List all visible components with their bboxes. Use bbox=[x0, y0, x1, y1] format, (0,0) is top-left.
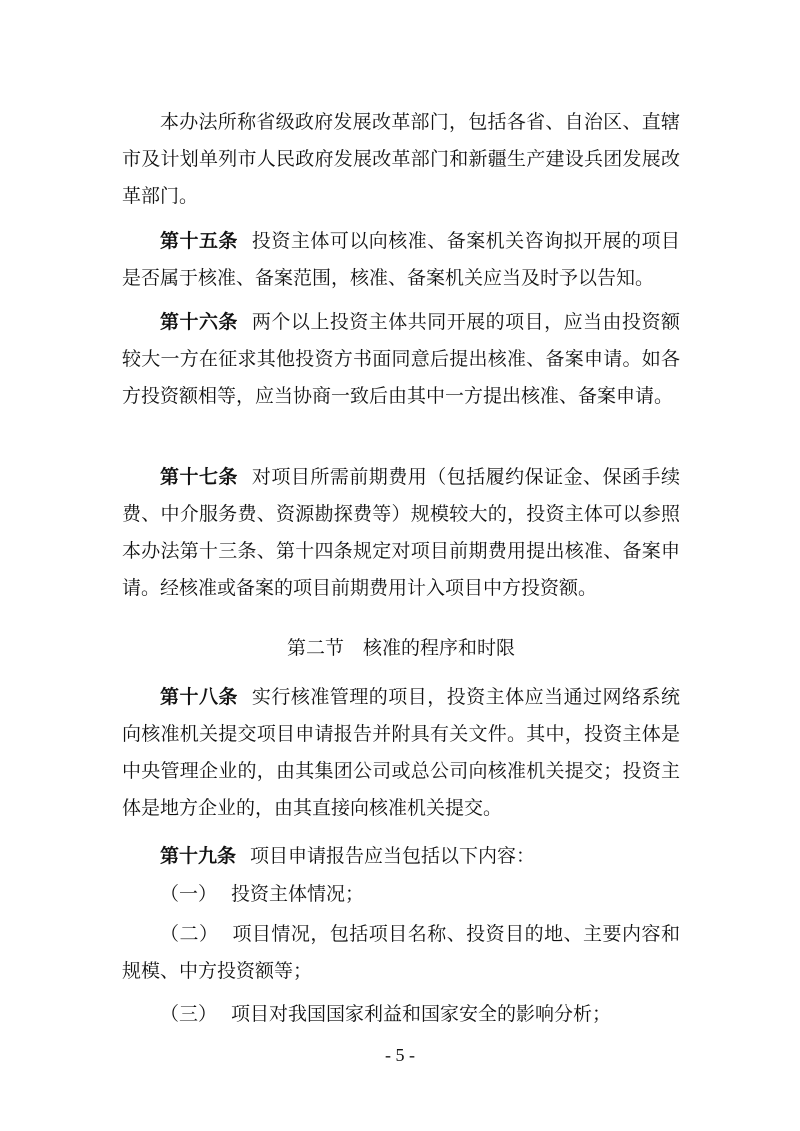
list-item-number: （二） bbox=[160, 923, 219, 945]
article-17 bbox=[122, 459, 680, 607]
article-19-heading: 第十九条 bbox=[160, 845, 237, 867]
paragraph-jurisdiction: 本办法所称省级政府发展改革部门，包括各省、自治区、直辖市及计划单列市人民政府发展改革部门和新疆生产建设兵团发展改革部门。 bbox=[122, 111, 680, 207]
list-item-text: 投资主体情况； bbox=[231, 883, 365, 905]
article-18-heading: 第十八条 bbox=[160, 686, 238, 708]
list-item-text: 项目情况，包括项目名称、投资目的地、主要内容和规模、中方投资额等； bbox=[122, 923, 680, 982]
article-16-text: 两个以上投资主体共同开展的项目，应当由投资额较大一方在征求其他投资方书面同意后提出核准、备案申请。如各方投资额相等，应当协商一致后由其中一方提出核准、备案申请。 bbox=[122, 311, 680, 407]
article-17-heading: 第十七条 bbox=[160, 466, 238, 488]
article-18-text: 实行核准管理的项目，投资主体应当通过网络系统向核准机关提交项目申请报告并附具有关文件。其中，投资主体是中央管理企业的，由其集团公司或总公司向核准机关提交；投资主体是地方企业的，由其直接向核准机关提交。 bbox=[122, 686, 680, 819]
section-title: 第二节 核准的程序和时限 bbox=[286, 637, 515, 659]
article-19-text: 项目申请报告应当包括以下内容： bbox=[250, 845, 536, 867]
list-item bbox=[122, 996, 680, 1033]
page-number: - 5 - bbox=[385, 1045, 415, 1065]
article-15 bbox=[122, 223, 680, 297]
article-19 bbox=[122, 838, 680, 875]
list-item-number: （三） bbox=[160, 1003, 218, 1025]
list-item bbox=[122, 916, 680, 990]
list-item bbox=[122, 876, 680, 913]
article-16-heading: 第十六条 bbox=[160, 311, 238, 333]
article-17-text: 对项目所需前期费用（包括履约保证金、保函手续费、中介服务费、资源勘探费等）规模较大的，投资主体可以参照本办法第十三条、第十四条规定对项目前期费用提出核准、备案申请。经核准或备案的项目前期费用计入项目中方投资额。 bbox=[122, 466, 680, 599]
article-15-text: 投资主体可以向核准、备案机关咨询拟开展的项目是否属于核准、备案范围，核准、备案机关应当及时予以告知。 bbox=[122, 230, 680, 289]
list-item-number: （一） bbox=[160, 883, 218, 905]
list-item-text: 项目对我国国家利益和国家安全的影响分析； bbox=[231, 1003, 612, 1025]
article-18 bbox=[122, 679, 680, 827]
article-16 bbox=[122, 304, 680, 415]
article-15-heading: 第十五条 bbox=[160, 230, 238, 252]
